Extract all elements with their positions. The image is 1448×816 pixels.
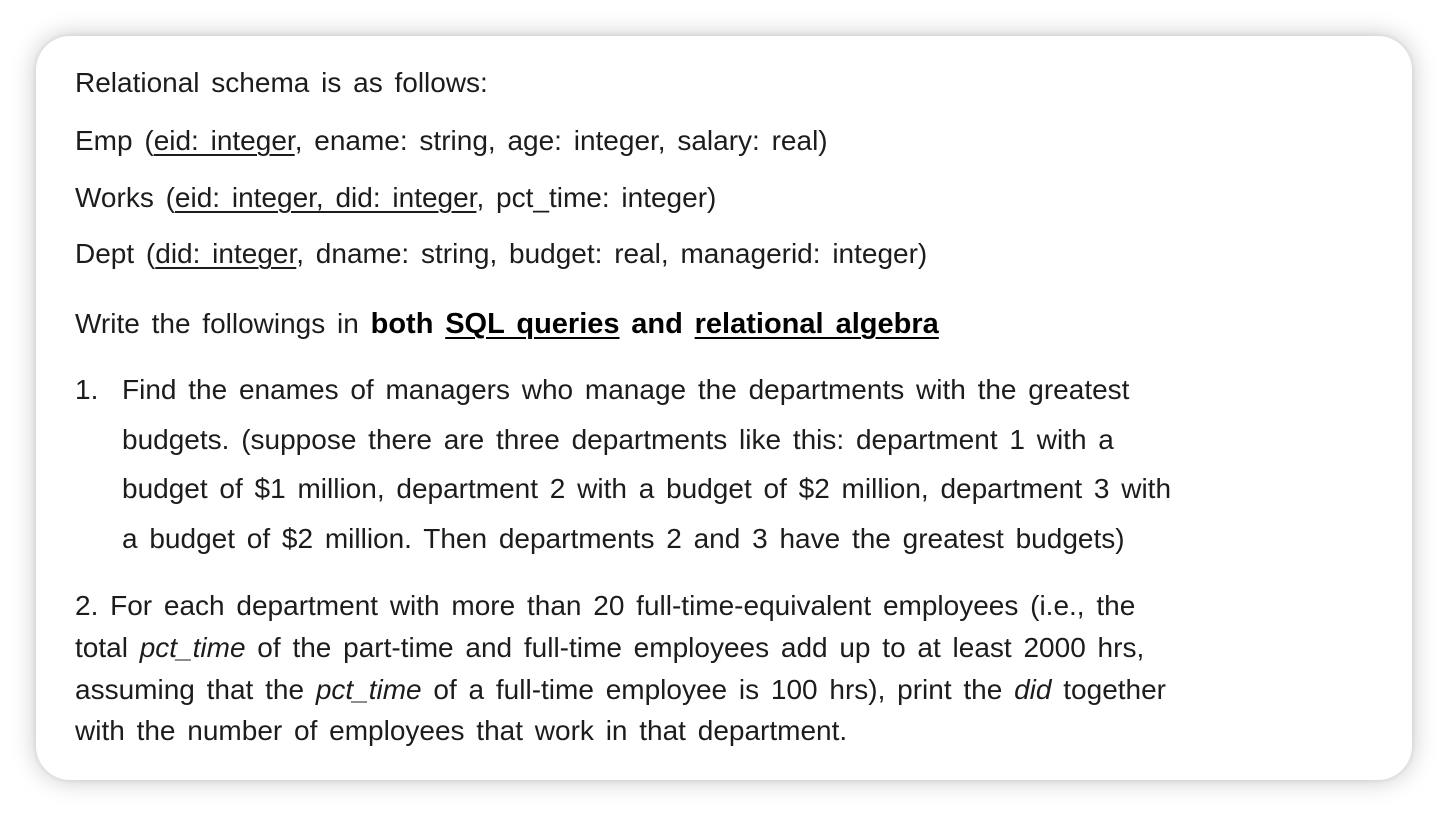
q2-line-3-a: assuming that the bbox=[75, 674, 316, 705]
schema-emp-name: Emp ( bbox=[75, 125, 154, 156]
instruction-ra: relational algebra bbox=[694, 308, 939, 340]
q2-line-2-a: total bbox=[75, 632, 140, 663]
schema-emp bbox=[75, 125, 828, 157]
q2-line-3 bbox=[75, 674, 1166, 706]
instruction bbox=[75, 308, 939, 340]
document-card bbox=[36, 36, 1412, 780]
schema-works bbox=[75, 182, 716, 214]
schema-works-key: eid: integer, did: integer bbox=[174, 182, 477, 213]
q2-line-1: 2. For each department with more than 20 full-time-equivalent employees (i.e., the bbox=[75, 590, 1136, 621]
schema-works-name: Works ( bbox=[75, 182, 175, 213]
q1-line-2: budgets. (suppose there are three departments like this: department 1 with a bbox=[122, 424, 1114, 455]
q1-line-1: Find the enames of managers who manage the departments with the greatest bbox=[122, 374, 1130, 405]
instruction-sql: SQL queries bbox=[445, 308, 620, 340]
q2-line-3-c: together bbox=[1051, 674, 1167, 705]
schema-dept bbox=[75, 238, 927, 270]
instruction-prefix: Write the followings in bbox=[75, 308, 371, 339]
q1-line-4: a budget of $2 million. Then departments 2 and 3 have the greatest budgets) bbox=[122, 523, 1125, 554]
q2-line-2 bbox=[75, 632, 1144, 664]
q1-number: 1. bbox=[75, 374, 99, 405]
instruction-and: and bbox=[631, 308, 683, 340]
schema-dept-key: did: integer bbox=[155, 238, 297, 269]
schema-emp-key: eid: integer bbox=[153, 125, 295, 156]
intro-text: Relational schema is as follows: bbox=[75, 67, 488, 98]
q2-line-3-b: of a full-time employee is 100 hrs), print the bbox=[421, 674, 1015, 705]
q2-line-4: with the number of employees that work in that department. bbox=[75, 715, 848, 746]
instruction-both: both bbox=[370, 308, 434, 340]
q2-pct-time-term: pct_time bbox=[139, 632, 246, 663]
schema-dept-name: Dept ( bbox=[75, 238, 156, 269]
q2-pct-time-term-2: pct_time bbox=[315, 674, 422, 705]
q1-line-3: budget of $1 million, department 2 with a budget of $2 million, department 3 with bbox=[122, 473, 1172, 504]
schema-dept-rest: , dname: string, budget: real, managerid: integer) bbox=[296, 238, 928, 269]
q2-line-2-b: of the part-time and full-time employees add up to at least 2000 hrs, bbox=[245, 632, 1145, 663]
q2-did-term: did bbox=[1014, 674, 1052, 705]
schema-works-rest: , pct_time: integer) bbox=[476, 182, 717, 213]
schema-emp-rest: , ename: string, age: integer, salary: real) bbox=[294, 125, 828, 156]
